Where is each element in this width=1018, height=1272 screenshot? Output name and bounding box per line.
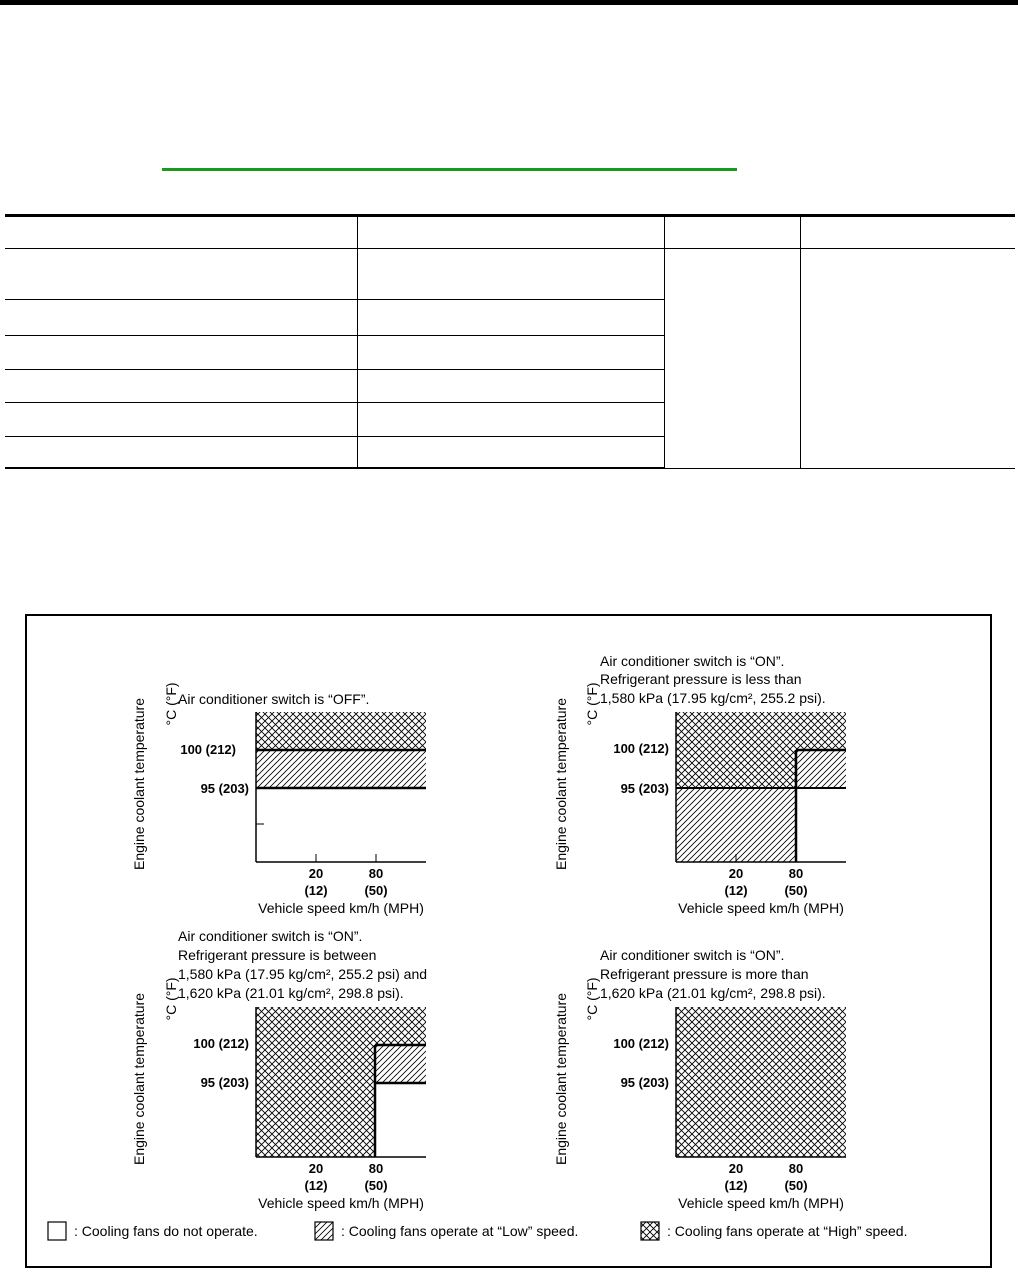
spec-table <box>5 214 1015 469</box>
legend <box>48 1222 907 1240</box>
low-speed-zone <box>796 750 846 788</box>
y-axis-label: Engine coolant temperature <box>553 993 569 1165</box>
cooling-fan-figure <box>25 614 992 1268</box>
x-axis-label: Vehicle speed km/h (MPH) <box>678 1195 844 1211</box>
panel-1 <box>131 682 426 916</box>
high-speed-zone <box>256 712 426 750</box>
table-cell <box>5 403 358 437</box>
y-axis-unit: °C (°F) <box>163 977 179 1021</box>
table-cell <box>5 249 358 300</box>
x-axis-label: Vehicle speed km/h (MPH) <box>678 900 844 916</box>
table-cell <box>358 249 665 300</box>
y-axis-label: Engine coolant temperature <box>131 698 147 870</box>
table-cell-merged <box>801 249 1016 469</box>
panel-2-caption-line-2: Refrigerant pressure is less than <box>600 671 802 687</box>
tick-label-12: (12) <box>724 1178 748 1193</box>
panel-2-caption-line-1: Air conditioner switch is “ON”. <box>600 653 785 669</box>
tick-label-12: (12) <box>304 1178 328 1193</box>
table-cell <box>5 300 358 336</box>
y-axis-unit: °C (°F) <box>584 682 600 726</box>
tick-label-20: 20 <box>308 866 324 881</box>
x-axis-label: Vehicle speed km/h (MPH) <box>258 1195 424 1211</box>
panel-3 <box>131 928 427 1211</box>
figure-svg <box>27 616 990 1266</box>
low-speed-zone <box>676 788 796 862</box>
y-axis-label: Engine coolant temperature <box>553 698 569 870</box>
table-cell <box>358 370 665 403</box>
tick-label-80: 80 <box>368 866 384 881</box>
table-cell <box>358 403 665 437</box>
tick-label-50: (50) <box>784 1178 808 1193</box>
tick-label-95: 95 (203) <box>620 781 669 796</box>
tick-label-100: 100 (212) <box>613 1036 669 1051</box>
y-axis-unit: °C (°F) <box>584 977 600 1021</box>
tick-label-12: (12) <box>724 883 748 898</box>
table-cell <box>358 300 665 336</box>
tick-label-95: 95 (203) <box>620 1075 669 1090</box>
legend-swatch-off <box>48 1222 66 1240</box>
tick-label-80: 80 <box>788 866 804 881</box>
table-cell <box>5 336 358 370</box>
legend-swatch-high <box>641 1222 659 1240</box>
table-row <box>5 249 1015 300</box>
tick-label-80: 80 <box>368 1161 384 1176</box>
table-cell <box>358 437 665 469</box>
tick-label-100: 100 (212) <box>180 742 236 757</box>
table-header-row <box>5 216 1015 249</box>
panel-4-caption-line-2: Refrigerant pressure is more than <box>600 966 809 982</box>
tick-label-20: 20 <box>308 1161 324 1176</box>
panel-3-caption-line-1: Air conditioner switch is “ON”. <box>178 928 363 944</box>
table-cell <box>358 336 665 370</box>
panel-4-caption-line-1: Air conditioner switch is “ON”. <box>600 947 785 963</box>
legend-swatch-low <box>315 1222 333 1240</box>
x-axis-label: Vehicle speed km/h (MPH) <box>258 900 424 916</box>
off-zone <box>375 1083 426 1157</box>
y-axis-label: Engine coolant temperature <box>131 993 147 1165</box>
panel-3-caption-line-4: 1,620 kPa (21.01 kg/cm², 298.8 psi). <box>178 985 404 1001</box>
tick-label-50: (50) <box>364 883 388 898</box>
low-speed-zone <box>375 1045 426 1083</box>
legend-high-text: : Cooling fans operate at “High” speed. <box>667 1223 908 1239</box>
legend-off-text: : Cooling fans do not operate. <box>74 1223 258 1239</box>
panel-2-caption-line-3: 1,580 kPa (17.95 kg/cm², 255.2 psi). <box>600 690 826 706</box>
tick-label-12: (12) <box>304 883 328 898</box>
panel-3-caption-line-3: 1,580 kPa (17.95 kg/cm², 255.2 psi) and <box>178 966 428 982</box>
tick-label-50: (50) <box>364 1178 388 1193</box>
tick-label-95: 95 (203) <box>200 781 249 796</box>
top-rule <box>0 0 1018 5</box>
table-header-cell <box>801 216 1016 249</box>
panel-4-caption-line-3: 1,620 kPa (21.01 kg/cm², 298.8 psi). <box>600 985 826 1001</box>
panel-2 <box>553 653 846 916</box>
tick-label-20: 20 <box>728 866 744 881</box>
tick-label-80: 80 <box>788 1161 804 1176</box>
tick-label-100: 100 (212) <box>613 741 669 756</box>
high-speed-zone <box>676 1007 846 1157</box>
y-axis-unit: °C (°F) <box>163 682 179 726</box>
tick-label-95: 95 (203) <box>200 1075 249 1090</box>
panel-3-caption-line-2: Refrigerant pressure is between <box>178 947 377 963</box>
legend-low-text: : Cooling fans operate at “Low” speed. <box>341 1223 579 1239</box>
table-header-cell <box>358 216 665 249</box>
table-header-cell <box>665 216 801 249</box>
table-cell <box>5 437 358 469</box>
panel-4 <box>553 947 846 1211</box>
green-divider <box>162 168 737 171</box>
tick-label-20: 20 <box>728 1161 744 1176</box>
table-cell <box>5 370 358 403</box>
table-cell-merged <box>665 249 801 469</box>
low-speed-zone <box>256 750 426 788</box>
table-header-cell <box>5 216 358 249</box>
tick-label-50: (50) <box>784 883 808 898</box>
panel-1-caption-line-1: Air conditioner switch is “OFF”. <box>178 691 370 707</box>
tick-label-100: 100 (212) <box>193 1036 249 1051</box>
